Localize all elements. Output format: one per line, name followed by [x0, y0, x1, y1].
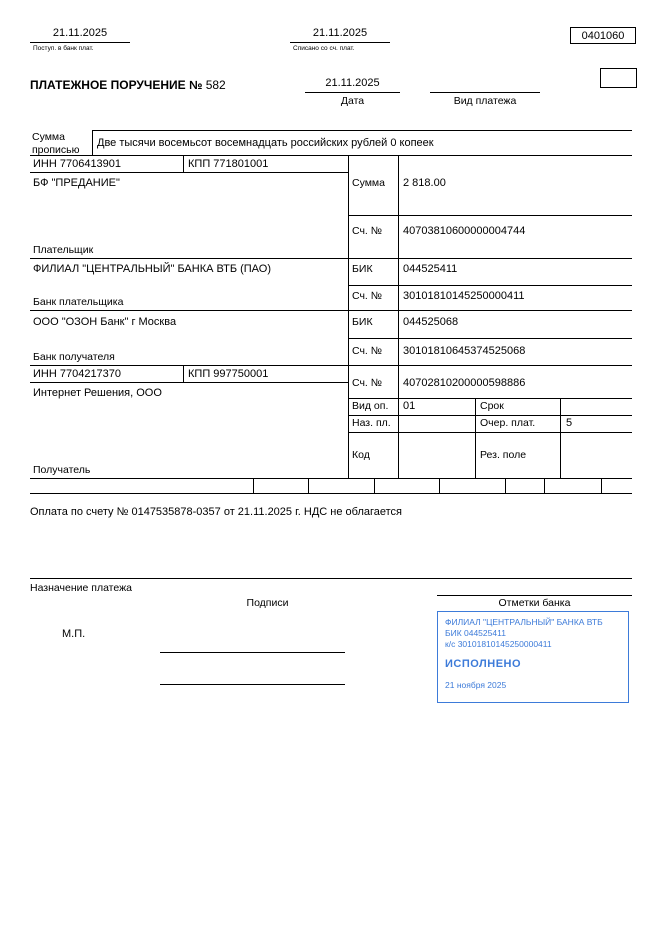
table-line	[30, 258, 632, 259]
table-line	[30, 155, 632, 156]
stamp-status: ИСПОЛНЕНО	[445, 658, 522, 670]
table-line	[30, 382, 348, 383]
payee-bank-name: ООО "ОЗОН Банк" г Москва	[33, 316, 177, 328]
payer-account-label: Сч. №	[352, 225, 383, 237]
payee-section-label: Получатель	[33, 464, 91, 476]
table-line	[30, 172, 348, 173]
payee-kpp: КПП 997750001	[188, 368, 269, 380]
code-strip-divider	[374, 478, 375, 493]
signatures-label: Подписи	[246, 597, 289, 609]
payer-bank-account: 30101810145250000411	[403, 290, 525, 302]
received-date: 21.11.2025	[30, 27, 130, 43]
table-divider	[183, 365, 184, 382]
payee-bank-section-label: Банк получателя	[33, 351, 115, 363]
debited-date: 21.11.2025	[290, 27, 390, 43]
payer-bank-name: ФИЛИАЛ "ЦЕНТРАЛЬНЫЙ" БАНКА ВТБ (ПАО)	[33, 263, 271, 275]
stamp-bank-name: ФИЛИАЛ "ЦЕНТРАЛЬНЫЙ" БАНКА ВТБ	[445, 617, 603, 627]
code-label: Код	[352, 449, 370, 461]
table-line	[348, 398, 632, 399]
purpose-code-label: Наз. пл.	[352, 417, 391, 429]
payment-kind-label: Вид платежа	[453, 95, 517, 107]
purpose-text: Оплата по счету № 0147535878-0357 от 21.11.2025 г. НДС не облагается	[30, 506, 402, 518]
payee-account: 40702810200000598886	[403, 377, 526, 389]
code-strip-divider	[439, 478, 440, 493]
table-divider	[92, 130, 93, 155]
payer-bank-account-label: Сч. №	[352, 290, 383, 302]
table-divider	[348, 155, 349, 478]
table-line	[348, 285, 632, 286]
amount-label: Сумма	[352, 177, 385, 189]
bank-marks-label: Отметки банка	[498, 597, 571, 609]
payee-bank-bik: 044525068	[403, 316, 459, 328]
op-kind-value: 01	[403, 400, 416, 412]
table-divider	[475, 398, 476, 478]
table-divider	[183, 155, 184, 172]
code-strip-divider	[544, 478, 545, 493]
document-title	[30, 79, 226, 92]
table-line	[30, 493, 632, 494]
priority-value: 5	[566, 417, 573, 429]
op-kind-label: Вид оп.	[352, 400, 389, 412]
table-line	[92, 130, 632, 131]
table-line	[30, 478, 632, 479]
status-code-box	[600, 68, 637, 88]
received-date-label: Поступ. в банк плат.	[33, 45, 94, 52]
payer-bank-bik-label: БИК	[352, 263, 373, 275]
payment-kind-line	[430, 92, 540, 93]
amount-words-value: Две тысячи восемьсот восемнадцать российских рублей 0 копеек	[97, 137, 434, 149]
payer-bank-bik: 044525411	[403, 263, 458, 275]
table-divider	[560, 398, 561, 478]
document-date-label: Дата	[340, 95, 365, 107]
amount-value: 2 818.00	[403, 177, 446, 189]
code-strip-divider	[253, 478, 254, 493]
document-date: 21.11.2025	[305, 77, 400, 93]
table-line	[348, 432, 632, 433]
document-title-label: ПЛАТЕЖНОЕ ПОРУЧЕНИЕ №	[30, 78, 203, 92]
payee-bank-account-label: Сч. №	[352, 345, 383, 357]
priority-label: Очер. плат.	[480, 417, 536, 429]
purpose-label: Назначение платежа	[30, 582, 132, 594]
table-line	[348, 215, 632, 216]
payee-inn: ИНН 7704217370	[33, 368, 122, 380]
table-divider	[398, 155, 399, 478]
term-label: Срок	[480, 400, 504, 412]
code-strip-divider	[601, 478, 602, 493]
seal-place-label: М.П.	[62, 628, 86, 640]
reserve-field-label: Рез. поле	[480, 449, 527, 461]
payer-section-label: Плательщик	[33, 244, 94, 256]
bank-stamp	[437, 611, 629, 703]
bank-marks-line	[437, 595, 632, 596]
payee-name: Интернет Решения, ООО	[33, 387, 162, 399]
table-line	[348, 338, 632, 339]
payee-bank-account: 30101810645374525068	[403, 345, 526, 357]
payee-account-label: Сч. №	[352, 377, 383, 389]
payer-inn: ИНН 7706413901	[33, 158, 122, 170]
purpose-line	[30, 578, 632, 579]
payer-bank-section-label: Банк плательщика	[33, 296, 124, 308]
stamp-bik: БИК 044525411	[445, 628, 506, 638]
payer-kpp: КПП 771801001	[188, 158, 269, 170]
payer-account: 40703810600000004744	[403, 225, 526, 237]
stamp-date: 21 ноября 2025	[445, 680, 507, 690]
stamp-corr-account: к/с 30101810145250000411	[445, 639, 552, 649]
code-strip-divider	[308, 478, 309, 493]
table-line	[30, 310, 632, 311]
payer-name: БФ "ПРЕДАНИЕ"	[33, 177, 120, 189]
form-code-box: 0401060	[570, 27, 636, 44]
signature-line	[160, 684, 345, 685]
payee-bank-bik-label: БИК	[352, 316, 373, 328]
debited-date-label: Списано со сч. плат.	[293, 45, 355, 52]
signature-line	[160, 652, 345, 653]
table-line	[348, 415, 632, 416]
code-strip-divider	[505, 478, 506, 493]
table-line	[30, 365, 632, 366]
amount-words-label: Сумма прописью	[32, 131, 80, 156]
document-number: 582	[205, 78, 226, 92]
